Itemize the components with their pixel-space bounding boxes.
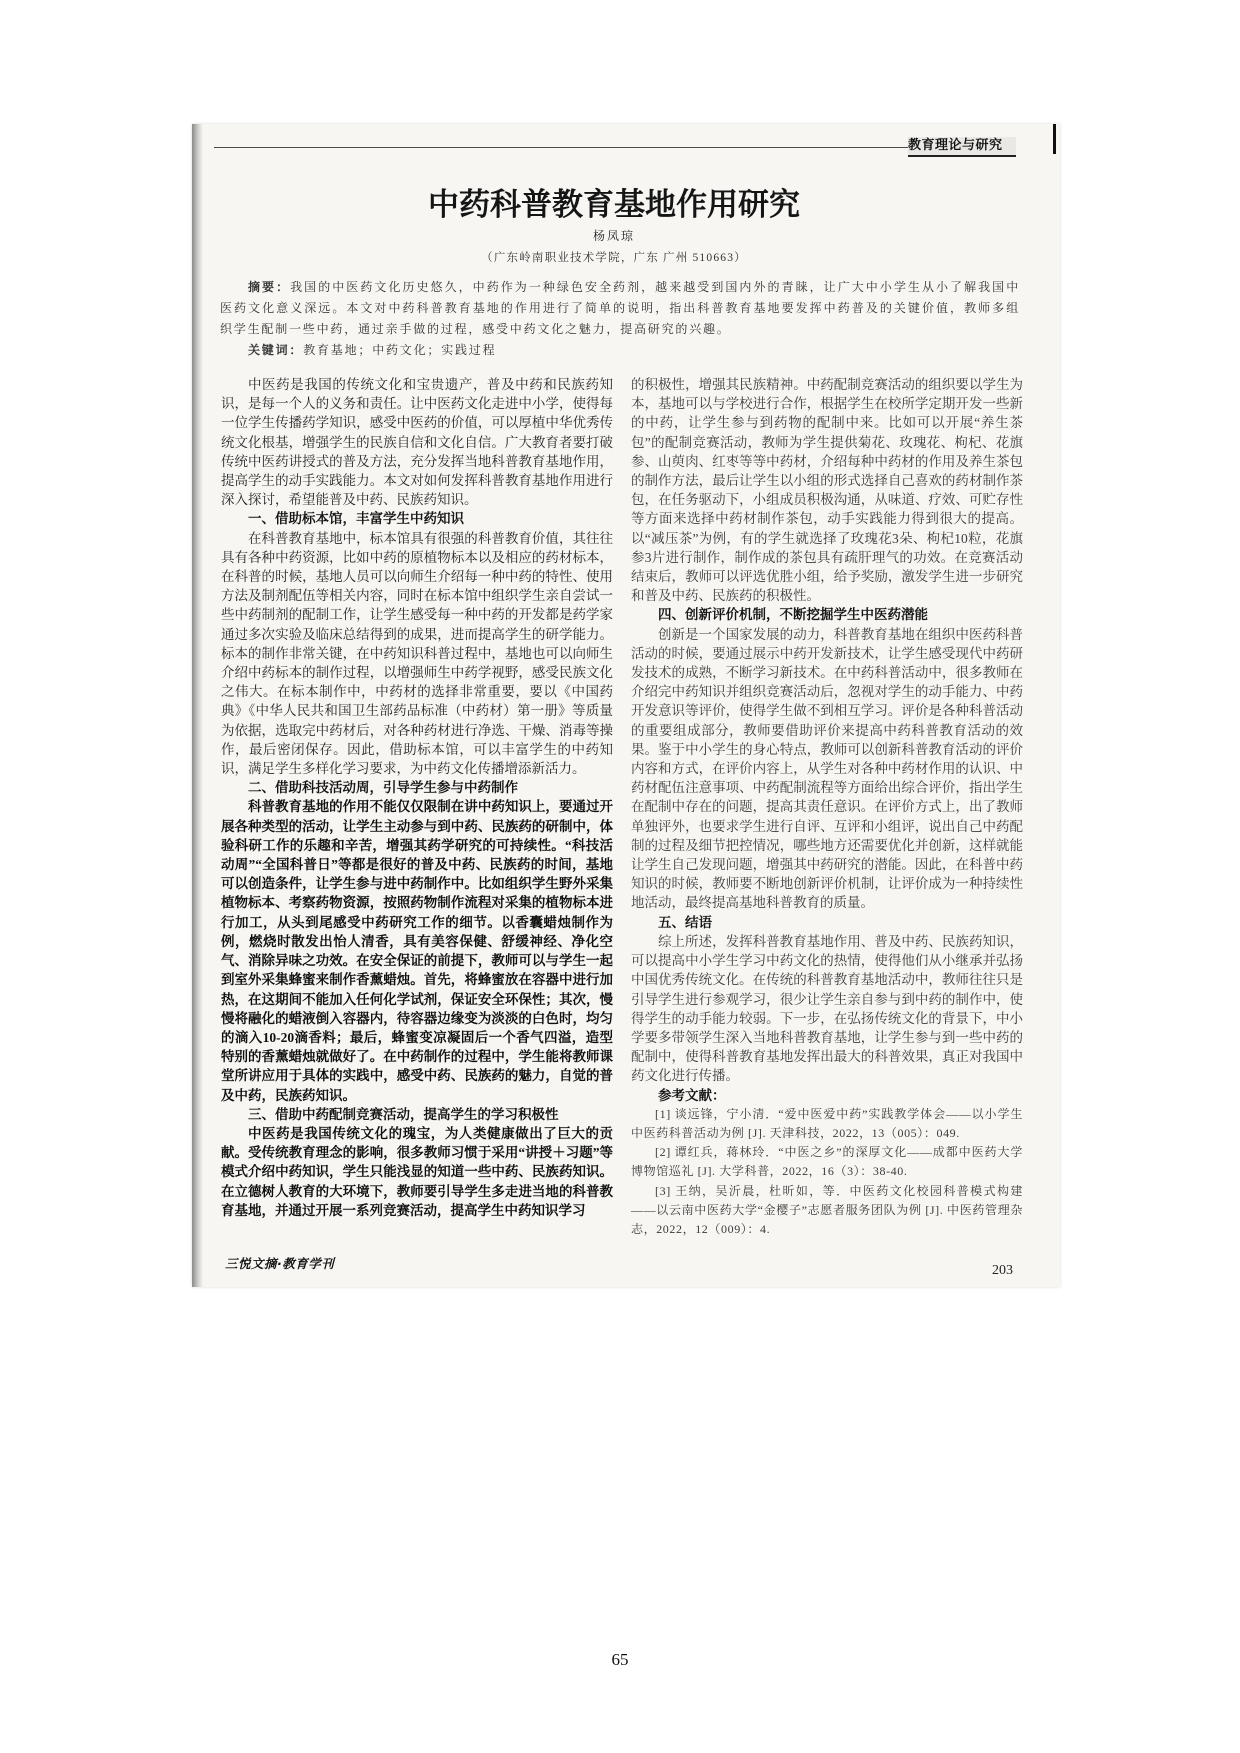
reference-item-3: [3] 王纳，吴沂晨，杜昕如，等．中医药文化校园科普模式构建——以云南中医药大学“金樱子”志愿者服务团队为例 [J]. 中医药管理杂志，2022，12（009）：4. <box>631 1183 1023 1236</box>
section-4-paragraph: 创新是一个国家发展的动力，科普教育基地在组织中医药科普活动的时候，要通过展示中药开发新技术，让学生感受现代中药研发技术的成熟，不断学习新技术。在中药科普活动中，很多教师在介绍完中药知识并组织竞赛活动后，忽视对学生的动手能力、中药开发意识等评价，使得学生做不到相互学习。评价是各种科普活动的重要组成部分，教师要借助评价来提高中药科普教育活动的效果。鉴于中小学生的身心特点，教师可以创新科普教育活动的评价内容和方式，在评价内容上，从学生对各种中药材作用的认识、中药材配伍注意事项、中药配制流程等方面给出综合评价，指出学生在配制中存在的问题，提高其责任意识。在评价方式上，出了教师单独评外，也要求学生进行自评、互评和小组评，说出自己中药配制的过程及细节把控情况，哪些地方还需要优化并创新，这样就能让学生自己发现问题，增强其中药研究的潜能。因此，在科普中药知识的时候，教师要不断地创新评价机制，让评价成为一种持续性地活动，最终提高基地科普教育的质量。 <box>631 626 1023 911</box>
intro-paragraph: 中医药是我国的传统文化和宝贵遗产，普及中药和民族药知识，是每一个人的义务和责任。让中医药文化走进中小学，使得每一位学生传播药学知识，感受中医药的价值，可以厚植中华优秀传统文化根基，增强学生的民族自信和文化自信。广大教育者要打破传统中医药讲授式的普及方法，充分发挥当地科普教育基地作用，提高学生的动手实践能力。本文对如何发挥科普教育基地作用进行深入探讨，希望能普及中药、民族药知识。 <box>221 377 613 508</box>
section-heading-3: 三、借助中药配制竞赛活动，提高学生的学习积极性 <box>248 1106 559 1122</box>
article-author: 杨凤琼 <box>592 229 635 243</box>
section-5-paragraph: 综上所述，发挥科普教育基地作用、普及中药、民族药知识，可以提高中小学生学习中药文化的热情，使得他们从小继承并弘扬中国优秀传统文化。在传统的科普教育基地活动中，教师往往只是引导学生进行参观学习，很少让学生亲自参与到中药的制作中，使得学生的动手能力较弱。下一步，在弘扬传统文化的背景下，中小学要多带领学生深入当地科普教育基地，让学生参与到一些中药的配制中，使得科普教育基地发挥出最大的科普效果，真正对我国中药文化进行传播。 <box>631 933 1023 1084</box>
section-3-paragraph-part-2: 的积极性，增强其民族精神。中药配制竞赛活动的组织要以学生为本，基地可以与学校进行合作，根据学生在校所学定期开发一些新的中药，让学生参与到药物的配制中来。比如可以开展“养生茶包”的配制竞赛活动，教师为学生提供菊花、玫瑰花、枸杞、花旗参、山萸肉、红枣等等中药材，介绍每种中药材的作用及养生茶包的制作方法，最后让学生以小组的形式选择自己喜欢的药材制作茶包，在任务驱动下，小组成员积极沟通，从味道、疗效、可贮存性等方面来选择中药材制作茶包，动手实践能力得到很大的提高。以“减压茶”为例，有的学生就选择了玫瑰花3朵、枸杞10粒，花旗参3片进行制作，制作成的茶包具有疏肝理气的功效。在竞赛活动结束后，教师可以评选优胜小组，给予奖励，激发学生进一步研究和普及中药、民族药的积极性。 <box>631 377 1023 604</box>
keywords-text: 教育基地；中药文化；实践过程 <box>303 343 497 357</box>
left-column <box>221 375 613 1245</box>
scanned-journal-page <box>192 124 1060 1287</box>
article-title: 中药科普教育基地作用研究 <box>428 187 800 222</box>
section-heading-1: 一、借助标本馆，丰富学生中药知识 <box>248 511 464 527</box>
reference-item-1: [1] 谈远锋，宁小清．“爱中医爱中药”实践教学体会——以小学生中医药科普活动为例 [J]. 天津科技，2022，13（005）：049. <box>631 1106 1023 1140</box>
author-affiliation: （广东岭南职业技术学院，广东 广州 510663） <box>481 252 747 264</box>
abstract-label: 摘要： <box>248 280 291 294</box>
corner-bar <box>1053 124 1056 154</box>
section-heading-4: 四、创新评价机制，不断挖掘学生中医药潜能 <box>658 607 928 623</box>
abstract-text: 我国的中医药文化历史悠久，中药作为一种绿色安全药剂，越来越受到国内外的青睐，让广大中小学生从小了解我国中医药文化意义深远。本文对中药科普教育基地的作用进行了简单的说明，指出科普教育基地要发挥中药普及的关键价值，教师多组织学生配制一些中药，通过亲手做的过程，感受中药文化之魅力，提高研究的兴趣。 <box>220 280 1020 336</box>
keywords <box>220 340 1020 361</box>
right-column <box>631 375 1023 1245</box>
reference-item-2: [2] 谭红兵，蒋林玲．“中医之乡”的深厚文化——成都中医药大学博物馆巡礼 [J]. 大学科普，2022，16（3）：38-40. <box>631 1145 1023 1179</box>
header-rule <box>214 147 908 148</box>
references-heading: 参考文献： <box>658 1087 726 1103</box>
scan-left-edge <box>192 124 203 1287</box>
section-2-paragraph: 科普教育基地的作用不能仅仅限制在讲中药知识上，要通过开展各种类型的活动，让学生主动参与到中药、民族药的研制中，体验科研工作的乐趣和辛苦，增强其药学研究的可持续性。“科技活动周”“全国科普日”等都是很好的普及中药、民族药的时间，基地可以创造条件，让学生参与进中药制作中。比如组织学生野外采集植物标本、考察药物资源，按照药物制作流程对采集的植物标本进行加工，从头到尾感受中药研究工作的细节。以香囊蜡烛制作为例，燃烧时散发出怡人清香，具有美容保健、舒缓神经、净化空气、消除异味之功效。在安全保证的前提下，教师可以与学生一起到室外采集蜂蜜来制作香薰蜡烛。首先，将蜂蜜放在容器中进行加热，在这期间不能加入任何化学试剂，保证安全环保性；其次，慢慢将融化的蜡液倒入容器内，待容器边缘变为淡淡的白色时，均匀的滴入10-20滴香料；最后，蜂蜜变凉凝固后一个香气四溢，造型特别的香薰蜡烛就做好了。在中药制作的过程中，学生能将教师课堂所讲应用于具体的实践中，感受中药、民族药的魅力，自觉的普及中药，民族药知识。 <box>221 799 613 1103</box>
footer-journal-name: 三悦文摘·教育学刊 <box>225 1256 335 1271</box>
keywords-label: 关键词： <box>248 343 304 357</box>
footer-journal-page: 203 <box>992 1263 1013 1278</box>
abstract <box>220 277 1020 340</box>
section-3-paragraph-part-1: 中医药是我国传统文化的瑰宝，为人类健康做出了巨大的贡献。受传统教育理念的影响，很多教师习惯于采用“讲授＋习题”等模式介绍中药知识，学生只能浅显的知道一些中药、民族药知识。在立德树人教育的大环境下，教师要引导学生多走进当地的科普教育基地，并通过开展一系列竞赛活动，提高学生中药知识学习 <box>221 1125 613 1218</box>
section-heading-2: 二、借助科技活动周，引导学生参与中药制作 <box>248 780 518 796</box>
section-heading-5: 五、结语 <box>658 914 712 930</box>
section-1-paragraph: 在科普教育基地中，标本馆具有很强的科普教育价值，其往往具有各种中药资源，比如中药的原植物标本以及相应的药材标本，在科普的时候，基地人员可以向师生介绍每一种中药的特性、使用方法及制剂配伍等相关内容，同时在标本馆中组织学生亲自尝试一些中药制剂的配制工作，让学生感受每一种中药的开发都是药学家通过多次实验及临床总结得到的成果，进而提高学生的研学能力。标本的制作非常关键，在中药知识科普过程中，基地也可以向师生介绍中药标本的制作过程，以增强师生中药学视野，感受民族文化之伟大。在标本制作中，中药材的选择非常重要，要以《中国药典》《中华人民共和国卫生部药品标准（中药材）第一册》等质量为依据，选取完中药材后，对各种药材进行净选、干燥、消毒等操作，最后密闭保存。因此，借助标本馆，可以丰富学生的中药知识，满足学生多样化学习要求，为中药文化传播增添新活力。 <box>221 530 613 777</box>
page-number: 65 <box>611 1650 629 1669</box>
section-label: 教育理论与研究 <box>908 137 1016 157</box>
